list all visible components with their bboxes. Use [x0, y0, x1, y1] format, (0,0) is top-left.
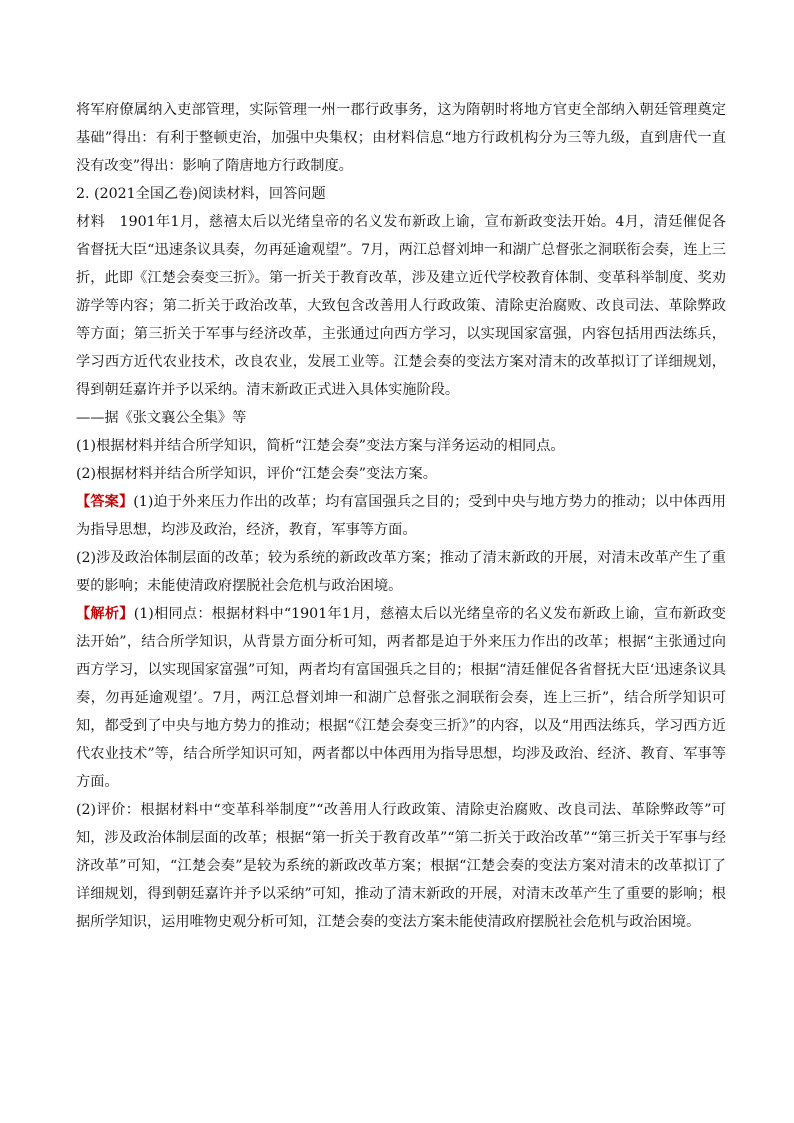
sub-question-1: (1)根据材料并结合所学知识，简析“江楚会奏”变法方案与洋务运动的相同点。: [76, 438, 565, 454]
sub-question-2: (2)根据材料并结合所学知识，评价“江楚会奏”变法方案。: [76, 466, 437, 482]
document-page: [76, 96, 726, 936]
answer-part-1-text: (1)迫于外来压力作出的改革；均有富国强兵之目的；受到中央与地方势力的推动；以中体西用为指导思想，均涉及政治，经济，教育，军事等方面。: [76, 494, 726, 538]
analysis-part-2: (2)评价：根据材料中“变革科举制度”“改善用人行政政策、清除吏治腐败、改良司法、革除弊政等”可知，涉及政治体制层面的改革；根据“第一折关于教育改革”“第二折关于政治改革”“第三折关于军事与经济改革”可知，“江楚会奏”是较为系统的新政改革方案；根据“江楚会奏的变法方案对清末的改革拟订了详细规划，得到朝廷嘉许并予以采纳”可知，推动了清末新政的开展，对清末改革产生了重要的影响；根据所学知识，运用唯物史观分析可知，江楚会奏的变法方案未能使清政府摆脱社会危机与政治困境。: [76, 802, 726, 930]
question-material: 材料 1901年1月，慈禧太后以光绪皇帝的名义发布新政上谕，宣布新政变法开始。4月，清廷催促各省督抚大臣“迅速条议具奏，勿再延逾观望”。7月，两江总督刘坤一和湖广总督张之洞联衔会奏，连上三折，此即《江楚会奏变三折》。第一折关于教育改革，涉及建立近代学校教育体制、变革科举制度、奖劝游学等内容；第二折关于政治改革，大致包含改善用人行政政策、清除吏治腐败、改良司法、革除弊政等方面；第三折关于军事与经济改革，主张通过向西方学习，以实现国家富强，内容包括用西法练兵，学习西方近代农业技术，改良农业，发展工业等。江楚会奏的变法方案对清末的改革拟订了详细规划，得到朝廷嘉许并予以采纳。清末新政正式进入具体实施阶段。: [76, 214, 726, 398]
material-source: ——据《张文襄公全集》等: [76, 410, 247, 426]
question-heading: 2. (2021全国乙卷)阅读材料，回答问题: [76, 186, 326, 202]
answer-part-1: [76, 488, 726, 544]
previous-analysis-continuation: 将军府僚属纳入吏部管理，实际管理一州一郡行政事务，这为隋朝时将地方官吏全部纳入朝廷管理奠定基础”得出：有利于整顿吏治，加强中央集权；由材料信息“地方行政机构分为三等九级，直到唐代一直没有改变”得出：影响了隋唐地方行政制度。: [76, 102, 726, 174]
analysis-part-1-text: (1)相同点：根据材料中“1901年1月，慈禧太后以光绪皇帝的名义发布新政上谕，宣布新政变法开始”，结合所学知识，从背景方面分析可知，两者都是迫于外来压力作出的改革；根据“主张通过向西方学习，以实现国家富强”可知，两者均有富国强兵之目的；根据“清廷催促各省督抚大臣‘迅速条议具奏，勿再延逾观望’。7月，两江总督刘坤一和湖广总督张之洞联衔会奏，连上三折”，结合所学知识可知，都受到了中央与地方势力的推动；根据“《江楚会奏变三折》”的内容，以及“用西法练兵，学习西方近代农业技术”等，结合所学知识可知，两者都以中体西用为指导思想，均涉及政治、经济、教育、军事等方面。: [76, 606, 726, 790]
answer-tag: 【答案】: [76, 494, 134, 510]
analysis-tag: 【解析】: [76, 606, 134, 622]
answer-part-2: (2)涉及政治体制层面的改革；较为系统的新政改革方案；推动了清末新政的开展，对清末改革产生了重要的影响；未能使清政府摆脱社会危机与政治困境。: [76, 550, 726, 594]
analysis-part-1: [76, 600, 726, 796]
